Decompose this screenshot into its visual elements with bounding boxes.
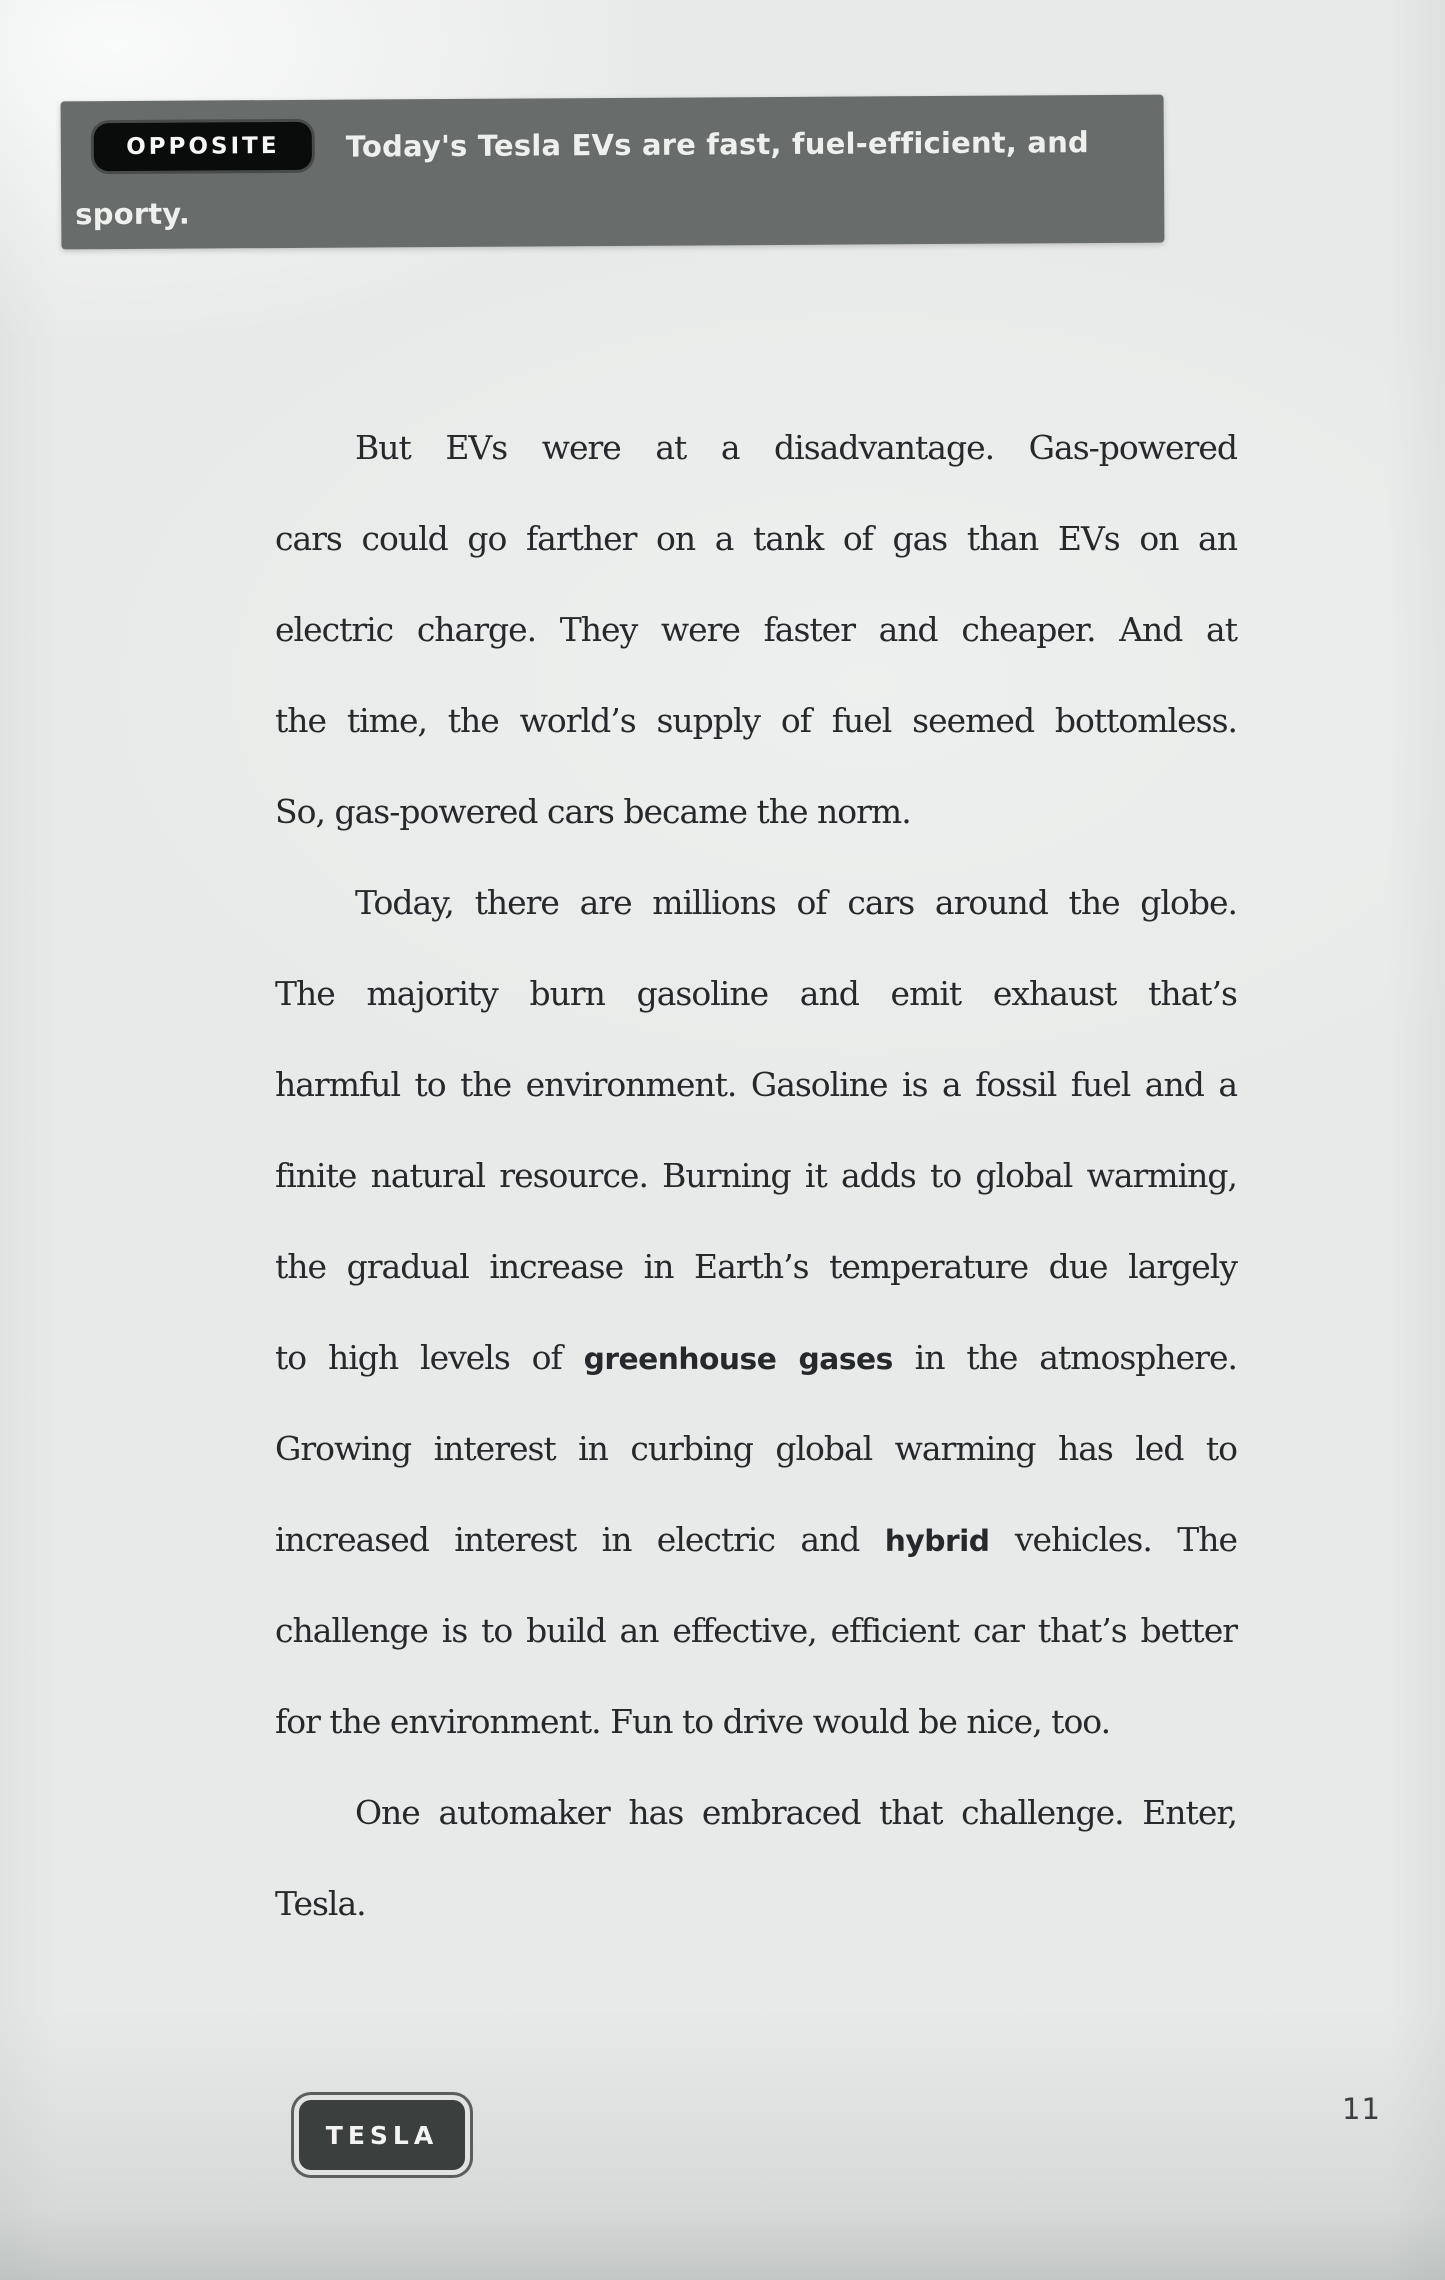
body-line: harmful to the environment. Gasoline is a fossil fuel and a (275, 1065, 1237, 1104)
opposite-banner (61, 95, 1165, 250)
body-text (275, 402, 1237, 1949)
body-line: So, gas-powered cars became the norm. (275, 792, 911, 831)
banner-caption-line1: Today's Tesla EVs are fast, fuel-efficient, and (345, 125, 1090, 164)
body-line: the gradual increase in Earth’s temperature due largely (275, 1247, 1237, 1286)
body-line: finite natural resource. Burning it adds to global warming, (275, 1156, 1237, 1195)
body-line: But EVs were at a disadvantage. Gas-powered (355, 428, 1237, 467)
body-line: Today, there are millions of cars around the globe. (355, 883, 1237, 922)
body-line: challenge is to build an effective, efficient car that’s better (275, 1611, 1237, 1650)
page-number: 11 (1342, 2092, 1381, 2126)
opposite-tag (94, 122, 312, 171)
opposite-tag-label: OPPOSITE (126, 133, 280, 160)
body-line-segment: vehicles. The (989, 1520, 1237, 1559)
body-line (275, 1494, 1237, 1585)
body-line: One automaker has embraced that challenge. Enter, (355, 1793, 1237, 1832)
term-hybrid: hybrid (884, 1524, 990, 1559)
body-line-segment: increased interest in electric and (275, 1520, 885, 1559)
term-greenhouse-gases: greenhouse gases (583, 1342, 893, 1377)
body-line (275, 1312, 1237, 1403)
body-line: the time, the world’s supply of fuel seemed bottomless. (275, 701, 1237, 740)
body-line-segment: to high levels of (275, 1338, 584, 1377)
body-line: electric charge. They were faster and cheaper. And at (275, 610, 1237, 649)
body-line: cars could go farther on a tank of gas than EVs on an (275, 519, 1237, 558)
body-line: The majority burn gasoline and emit exhaust that’s (275, 974, 1237, 1013)
body-line: Tesla. (275, 1884, 366, 1923)
tesla-badge-label: TESLA (325, 2120, 439, 2150)
body-line-segment: in the atmosphere. (892, 1338, 1237, 1377)
tesla-badge (299, 2100, 465, 2170)
body-line: Growing interest in curbing global warming has led to (275, 1429, 1237, 1468)
banner-caption-line2: sporty. (75, 196, 191, 232)
body-line: for the environment. Fun to drive would be nice, too. (275, 1702, 1111, 1741)
